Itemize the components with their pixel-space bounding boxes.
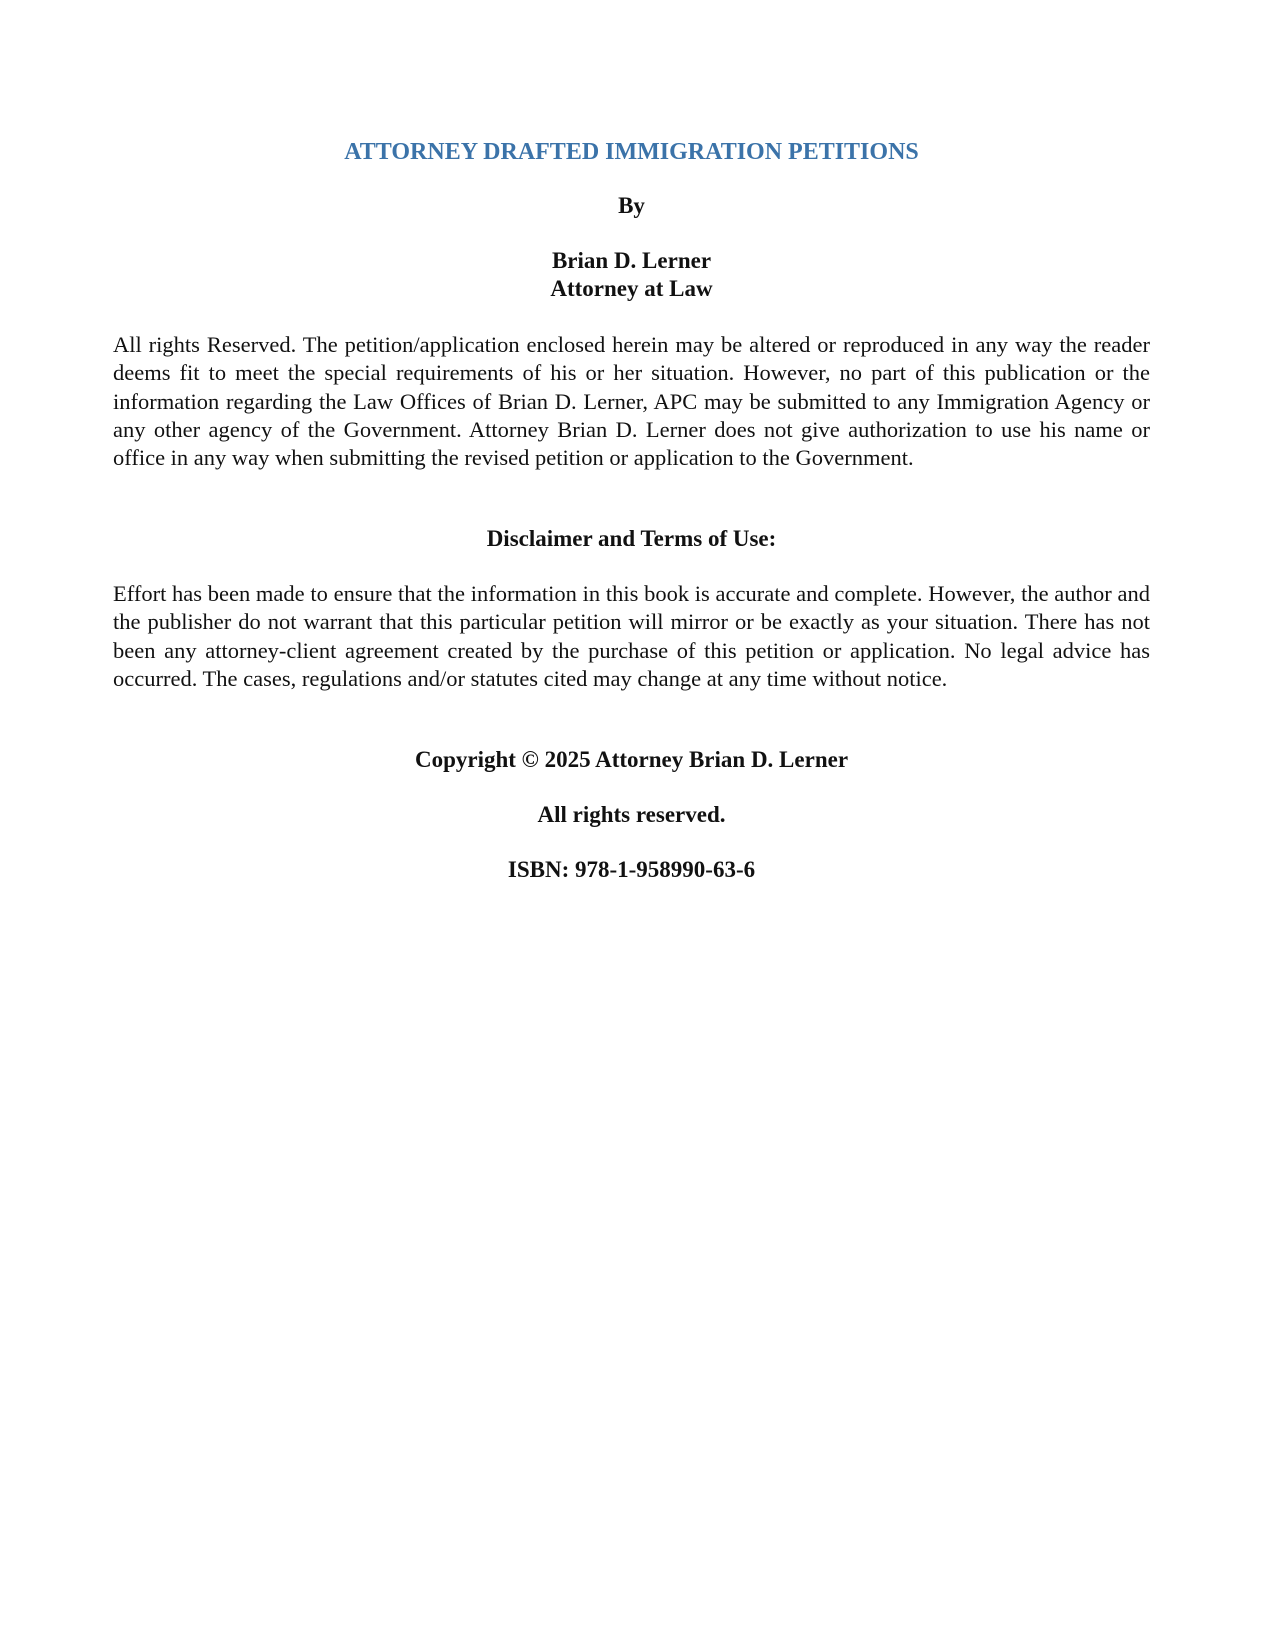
by-line: By xyxy=(618,193,645,218)
rights-paragraph: All rights Reserved. The petition/application enclosed herein may be altered or reproduced in any way the reader deems fit to meet the special requirements of his or her situation. However, no part of this publication or the information regarding the Law Offices of Brian D. Lerner, APC may be submitted to any Immigration Agency or any other agency of the Government. Attorney Brian D. Lerner does not give authorization to use his name or office in any way when submitting the revised petition or application to the Government. xyxy=(113,332,1150,471)
document-page xyxy=(113,0,1150,1650)
disclaimer-heading: Disclaimer and Terms of Use: xyxy=(486,526,777,551)
author-role: Attorney at Law xyxy=(550,276,713,301)
author-name: Brian D. Lerner xyxy=(551,248,712,273)
document-title: ATTORNEY DRAFTED IMMIGRATION PETITIONS xyxy=(344,139,919,165)
isbn-line: ISBN: 978-1-958990-63-6 xyxy=(507,857,756,882)
disclaimer-paragraph: Effort has been made to ensure that the information in this book is accurate and complete. However, the author and the publisher do not warrant that this particular petition will mirror or be exactly as your situation. There has not been any attorney-client agreement created by the purchase of this petition or application. No legal advice has occurred. The cases, regulations and/or statutes cited may change at any time without notice. xyxy=(113,581,1150,691)
copyright-line: Copyright © 2025 Attorney Brian D. Lerner xyxy=(414,747,849,772)
all-rights-line: All rights reserved. xyxy=(537,802,726,827)
